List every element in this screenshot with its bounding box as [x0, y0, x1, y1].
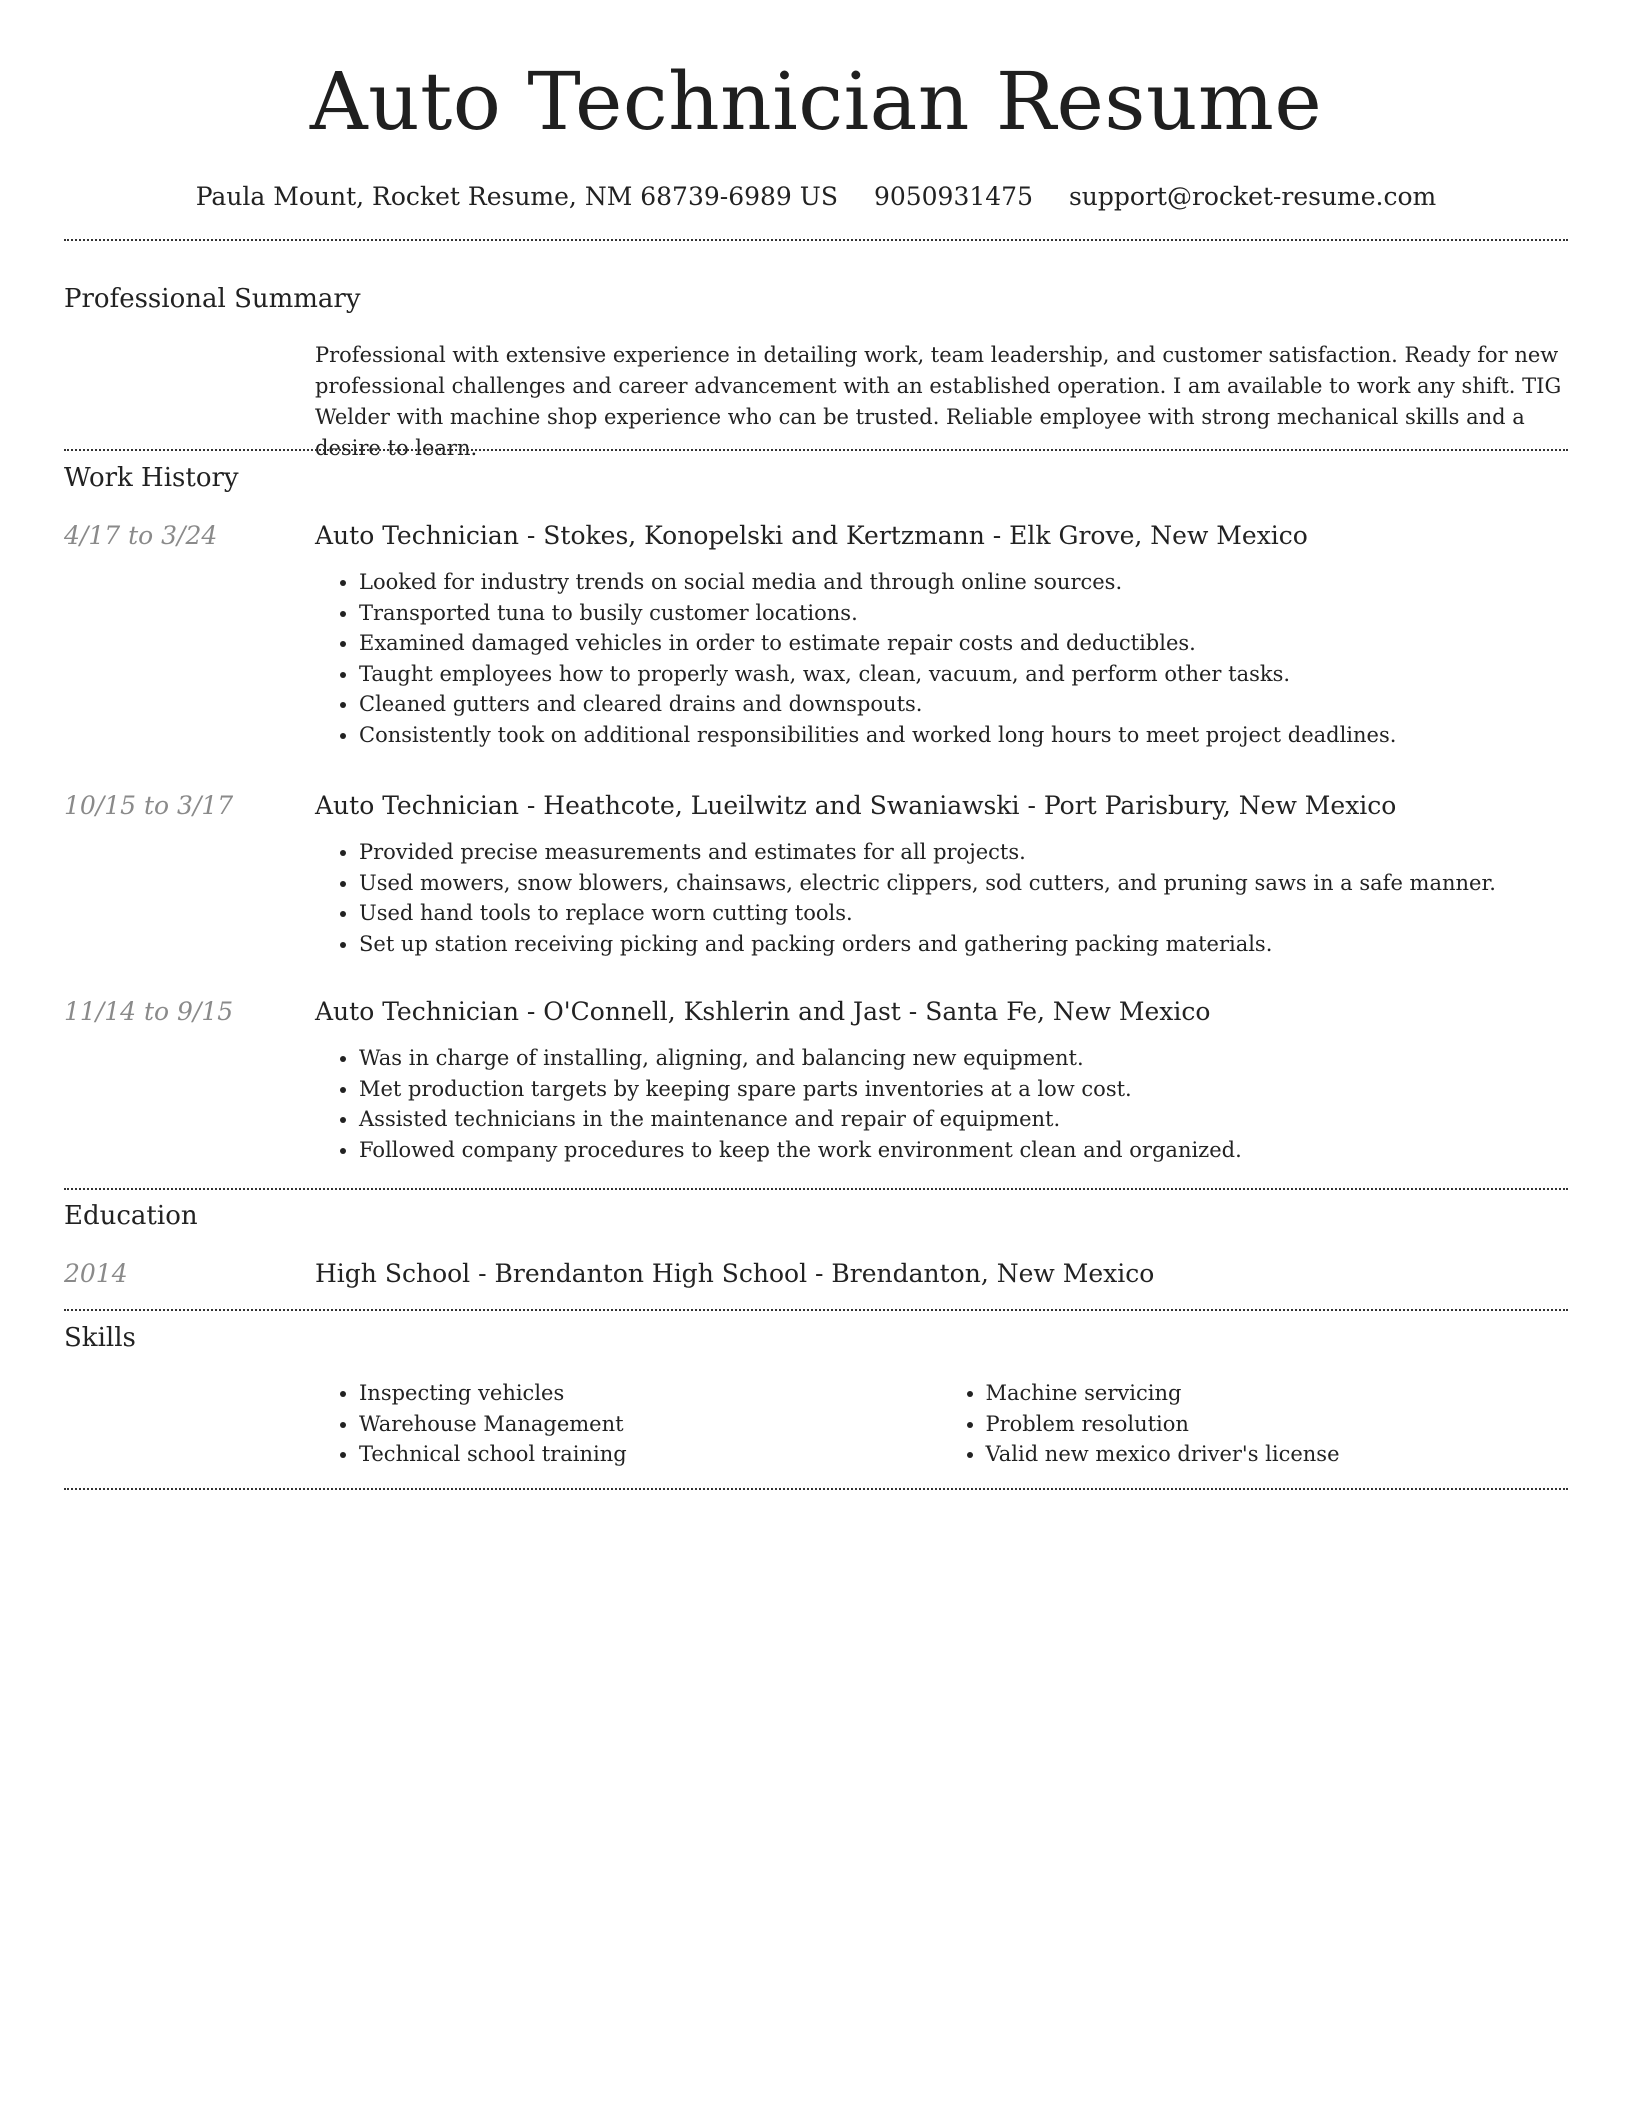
list-item: • Transported tuna to busily customer locations.	[359, 598, 1568, 629]
job-dates: 11/14 to 9/15	[64, 997, 234, 1026]
list-item: • Followed company procedures to keep the work environment clean and organized.	[359, 1135, 1568, 1166]
skill-item: • Machine servicing	[986, 1378, 1569, 1409]
list-item: • Looked for industry trends on social media and through online sources.	[359, 567, 1568, 598]
job-entry	[315, 789, 1568, 959]
list-item: • Cleaned gutters and cleared drains and downspouts.	[359, 689, 1568, 720]
job-title: Auto Technician - Heathcote, Lueilwitz and Swaniawski - Port Parisbury, New Mexico	[315, 791, 1397, 820]
job-dates: 10/15 to 3/17	[64, 791, 234, 820]
job-entry	[315, 995, 1568, 1165]
divider	[64, 1309, 1568, 1311]
summary-heading: Professional Summary	[64, 284, 361, 314]
list-item: • Taught employees how to properly wash, wax, clean, vacuum, and perform other tasks.	[359, 659, 1568, 690]
skills-body	[315, 1378, 1568, 1470]
skill-item: • Warehouse Management	[359, 1409, 942, 1440]
work-history-heading: Work History	[64, 463, 239, 493]
list-item: • Met production targets by keeping spare parts inventories at a low cost.	[359, 1074, 1568, 1105]
list-item: • Used mowers, snow blowers, chainsaws, electric clippers, sod cutters, and pruning saws in a safe manner.	[359, 868, 1568, 899]
skills-list-right	[942, 1378, 1569, 1470]
resume-title: Auto Technician Resume	[309, 55, 1323, 148]
list-item: • Assisted technicians in the maintenance and repair of equipment.	[359, 1104, 1568, 1135]
skills-heading: Skills	[64, 1323, 136, 1353]
divider	[64, 239, 1568, 241]
divider	[64, 1488, 1568, 1490]
job-bullets	[315, 837, 1568, 959]
list-item: • Set up station receiving picking and packing orders and gathering packing materials.	[359, 929, 1568, 960]
list-item: • Provided precise measurements and estimates for all projects.	[359, 837, 1568, 868]
divider	[64, 449, 1568, 451]
job-dates: 4/17 to 3/24	[64, 521, 218, 550]
summary-text: Professional with extensive experience in detailing work, team leadership, and customer satisfaction. Ready for new professional challenges and career advancement with an established operation. I am available to work any shift. TIG Welder with machine shop experience who can be trusted. Reliable employee with strong mechanical skills and a desire to learn.	[315, 343, 1562, 460]
skills-list-left	[315, 1378, 942, 1470]
job-bullets	[315, 567, 1568, 750]
job-title: Auto Technician - Stokes, Konopelski and Kertzmann - Elk Grove, New Mexico	[315, 521, 1308, 550]
education-heading: Education	[64, 1201, 198, 1231]
list-item: • Examined damaged vehicles in order to estimate repair costs and deductibles.	[359, 628, 1568, 659]
education-date: 2014	[64, 1259, 128, 1288]
contact-email: support@rocket-resume.com	[1068, 182, 1437, 211]
job-entry	[315, 519, 1568, 750]
divider	[64, 1188, 1568, 1190]
skill-item: • Problem resolution	[986, 1409, 1569, 1440]
contact-line	[0, 180, 1632, 214]
job-title: Auto Technician - O'Connell, Kshlerin and Jast - Santa Fe, New Mexico	[315, 997, 1211, 1026]
skills-columns	[315, 1378, 1568, 1470]
contact-phone: 9050931475	[873, 182, 1033, 211]
list-item: • Was in charge of installing, aligning, and balancing new equipment.	[359, 1043, 1568, 1074]
job-bullets	[315, 1043, 1568, 1165]
skill-item: • Inspecting vehicles	[359, 1378, 942, 1409]
list-item: • Used hand tools to replace worn cutting tools.	[359, 898, 1568, 929]
skill-item: • Valid new mexico driver's license	[986, 1439, 1569, 1470]
list-item: • Consistently took on additional responsibilities and worked long hours to meet project deadlines.	[359, 720, 1568, 751]
skill-item: • Technical school training	[359, 1439, 942, 1470]
summary-body	[315, 340, 1568, 464]
education-entry	[315, 1257, 1568, 1291]
education-title: High School - Brendanton High School - Brendanton, New Mexico	[315, 1259, 1155, 1288]
contact-address: Paula Mount, Rocket Resume, NM 68739-6989 US	[195, 182, 838, 211]
